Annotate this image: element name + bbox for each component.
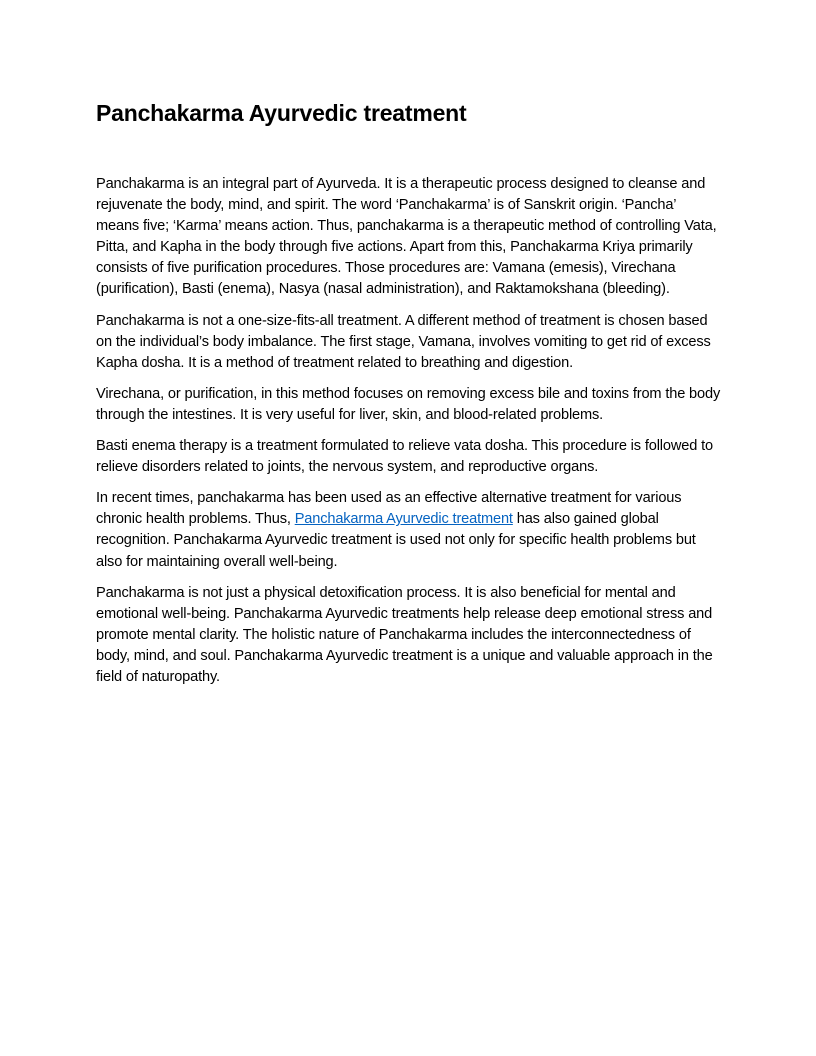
document-body bbox=[96, 174, 722, 688]
paragraph-intro: Panchakarma is an integral part of Ayurveda. It is a therapeutic process designed to cleanse and rejuvenate the body, mind, and spirit. The word ‘Panchakarma’ is of Sanskrit origin. ‘Pancha’ means five; ‘Karma’ means action. Thus, panchakarma is a therapeutic method of controlling Vata, Pitta, and Kapha in the body through five actions. Apart from this, Panchakarma Kriya primarily consists of five purification procedures. Those procedures are: Vamana (emesis), Virechana (purification), Basti (enema), Nasya (nasal administration), and Raktamokshana (bleeding). bbox=[96, 176, 717, 298]
paragraph-virechana: Virechana, or purification, in this method focuses on removing excess bile and toxins from the body through the intestines. It is very useful for liver, skin, and blood-related problems. bbox=[96, 385, 721, 423]
paragraph-basti: Basti enema therapy is a treatment formulated to relieve vata dosha. This procedure is followed to relieve disorders related to joints, the nervous system, and reproductive organs. bbox=[96, 438, 713, 476]
paragraph-recent-times-lead: In recent times, panchakarma has been used as an effective alternative treatment for various chronic health problems. Thus, bbox=[96, 490, 682, 528]
document-title: Panchakarma Ayurvedic treatment bbox=[96, 100, 467, 126]
paragraph-vamana: Panchakarma is not a one-size-fits-all treatment. A different method of treatment is chosen based on the individual’s body imbalance. The first stage, Vamana, involves vomiting to get rid of excess Kapha dosha. It is a method of treatment related to breathing and digestion. bbox=[96, 312, 711, 371]
panchakarma-treatment-link[interactable]: Panchakarma Ayurvedic treatment bbox=[294, 511, 513, 528]
document-page bbox=[96, 96, 722, 698]
paragraph-recent-times bbox=[96, 488, 722, 572]
paragraph-mental-wellbeing: Panchakarma is not just a physical detoxification process. It is also beneficial for mental and emotional well-being. Panchakarma Ayurvedic treatments help release deep emotional stress and promote mental clarity. The holistic nature of Panchakarma includes the interconnectedness of body, mind, and soul. Panchakarma Ayurvedic treatment is a unique and valuable approach in the field of naturopathy. bbox=[96, 584, 713, 685]
paragraph-recent-times-tail: has also gained global recognition. Panchakarma Ayurvedic treatment is used not only for specific health problems but also for maintaining overall well-being. bbox=[96, 511, 696, 570]
